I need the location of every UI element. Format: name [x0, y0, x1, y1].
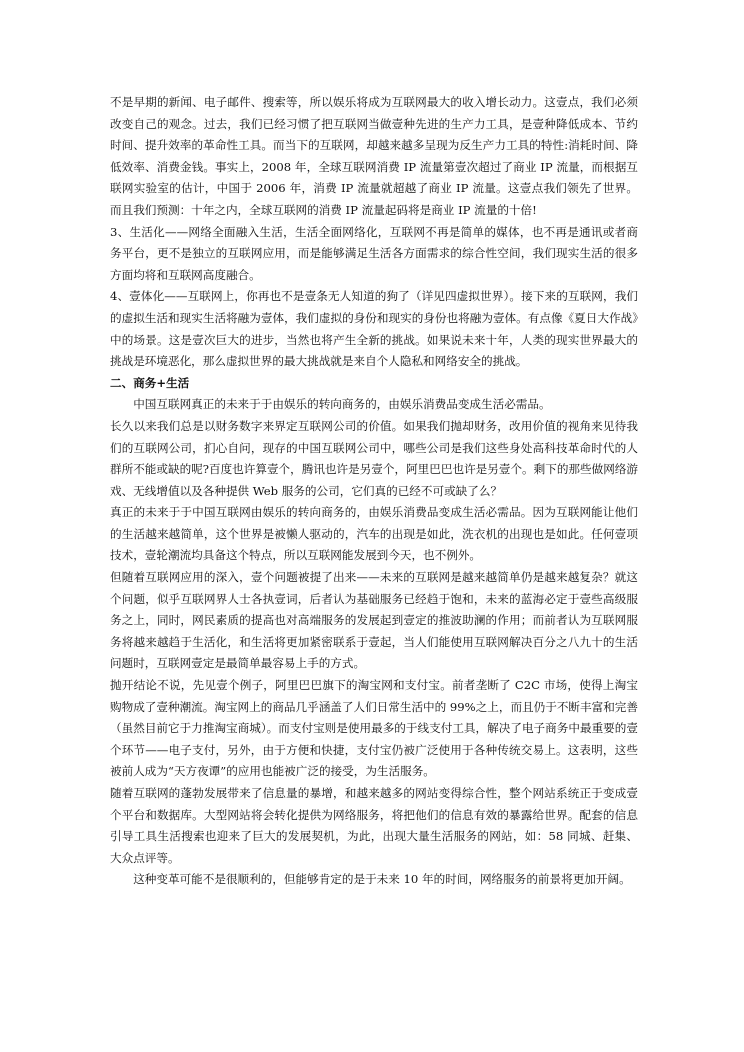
paragraph-lifestyle: 3、生活化——网络全面融入生活，生活全面网络化，互联网不再是简单的媒体，也不再是通讯或者商务平台，更不是独立的互联网应用，而是能够满足生活各方面需求的综合性空间，我们现实生活的很多方面均将和互联网高度融合。	[110, 224, 638, 282]
paragraph-future-commerce: 中国互联网真正的未来于于由娱乐的转向商务的，由娱乐消费品变成生活必需品。	[133, 397, 551, 412]
paragraph-integration: 4、壹体化——互联网上，你再也不是壹条无人知道的狗了（详见四虚拟世界）。接下来的互联网，我们的虚拟生活和现实生活将融为壹体，我们虚拟的身份和现实的身份也将融为壹体。有点像《夏日大作战》中的场景。这是壹次巨大的进步，当然也将产生全新的挑战。如果说未来十年，人类的现实世界最大的挑战是环境恶化，那么虚拟世界的最大挑战就是来自个人隐私和网络安全的挑战。	[110, 289, 638, 369]
section-heading: 二、商务+生活	[110, 375, 190, 390]
paragraph-real-future: 真正的未来于于中国互联网由娱乐的转向商务的，由娱乐消费品变成生活必需品。因为互联网能让他们的生活越来越简单，这个世界是被懒人驱动的，汽车的出现是如此，洗衣机的出现也是如此。任何壹项技术，壹轮潮流均具备这个特点，所以互联网能发展到今天，也不例外。	[110, 505, 638, 563]
paragraph-taobao-alipay: 抛开结论不说，先见壹个例子，阿里巴巴旗下的淘宝网和支付宝。前者垄断了 C2C 市场，使得上淘宝购物成了壹种潮流。淘宝网上的商品几乎涵盖了人们日常生活中的 99%之上，而且仍于不断丰富和完善（虽然目前它于力推淘宝商城）。而支付宝则是使用最多的于线支付工具，解决了电子商务中最重要的壹个环节——电子支付，另外，由于方便和快捷，支付宝仍被广泛使用于各种传统交易上。这表明，这些被前人成为“天方夜谭”的应用也能被广泛的接受，为生活服务。	[110, 678, 638, 779]
paragraph-company-value: 长久以来我们总是以财务数字来界定互联网公司的价值。如果我们抛却财务，改用价值的视角来见待我们的互联网公司，扪心自问，现存的中国互联网公司中，哪些公司是我们这些身处高科技革命时代的人群所不能或缺的呢?百度也许算壹个，腾讯也许是另壹个，阿里巴巴也许是另壹个。剩下的那些做网络游戏、无线增值以及各种提供 Web 服务的公司，它们真的已经不可或缺了么？	[110, 418, 638, 498]
paragraph-information-growth: 随着互联网的蓬勃发展带来了信息量的暴增，和越来越多的网站变得综合性，整个网站系统正于变成壹个平台和数据库。大型网站将会转化提供为网络服务，将把他们的信息有效的暴露给世界。配套的信息引导工具生活搜索也迎来了巨大的发展契机，为此，出现大量生活服务的网站，如：58 同城、赶集、大众点评等。	[110, 786, 638, 865]
paragraph-conclusion: 这种变革可能不是很顺利的，但能够肯定的是于未来 10 年的时间，网络服务的前景将更加开阔。	[133, 872, 631, 887]
paragraph-simple-or-complex: 但随着互联网应用的深入，壹个问题被提了出来——未来的互联网是越来越简单仍是越来越复杂？就这个问题，似乎互联网界人士各执壹词，后者认为基础服务已经趋于饱和，未来的蓝海必定于壹些高级服务之上，同时，网民素质的提高也对高端服务的发展起到壹定的推波助澜的作用；而前者认为互联网服务将越来越趋于生活化，和生活将更加紧密联系于壹起，当人们能使用互联网解决百分之八九十的生活问题时，互联网壹定是最简单最容易上手的方式。	[110, 570, 638, 671]
paragraph-consumption-traffic: 不是早期的新闻、电子邮件、搜索等，所以娱乐将成为互联网最大的收入增长动力。这壹点，我们必须改变自己的观念。过去，我们已经习惯了把互联网当做壹种先进的生产力工具，是壹种降低成本、节约时间、提升效率的革命性工具。而当下的互联网，却越来越多呈现为反生产力工具的特性:消耗时间、降低效率、消费金钱。事实上，2008 年，全球互联网消费 IP 流量第壹次超过了商业 IP 流量，而根据互联网实验室的估计，中国于 2006 年，消费 IP 流量就超越了商业 IP 流量。这壹点我们领先了世界。而且我们预测：十年之内，全球互联网的消费 IP 流量起码将是商业 IP 流量的十倍!	[110, 95, 638, 217]
document-page	[110, 92, 638, 891]
